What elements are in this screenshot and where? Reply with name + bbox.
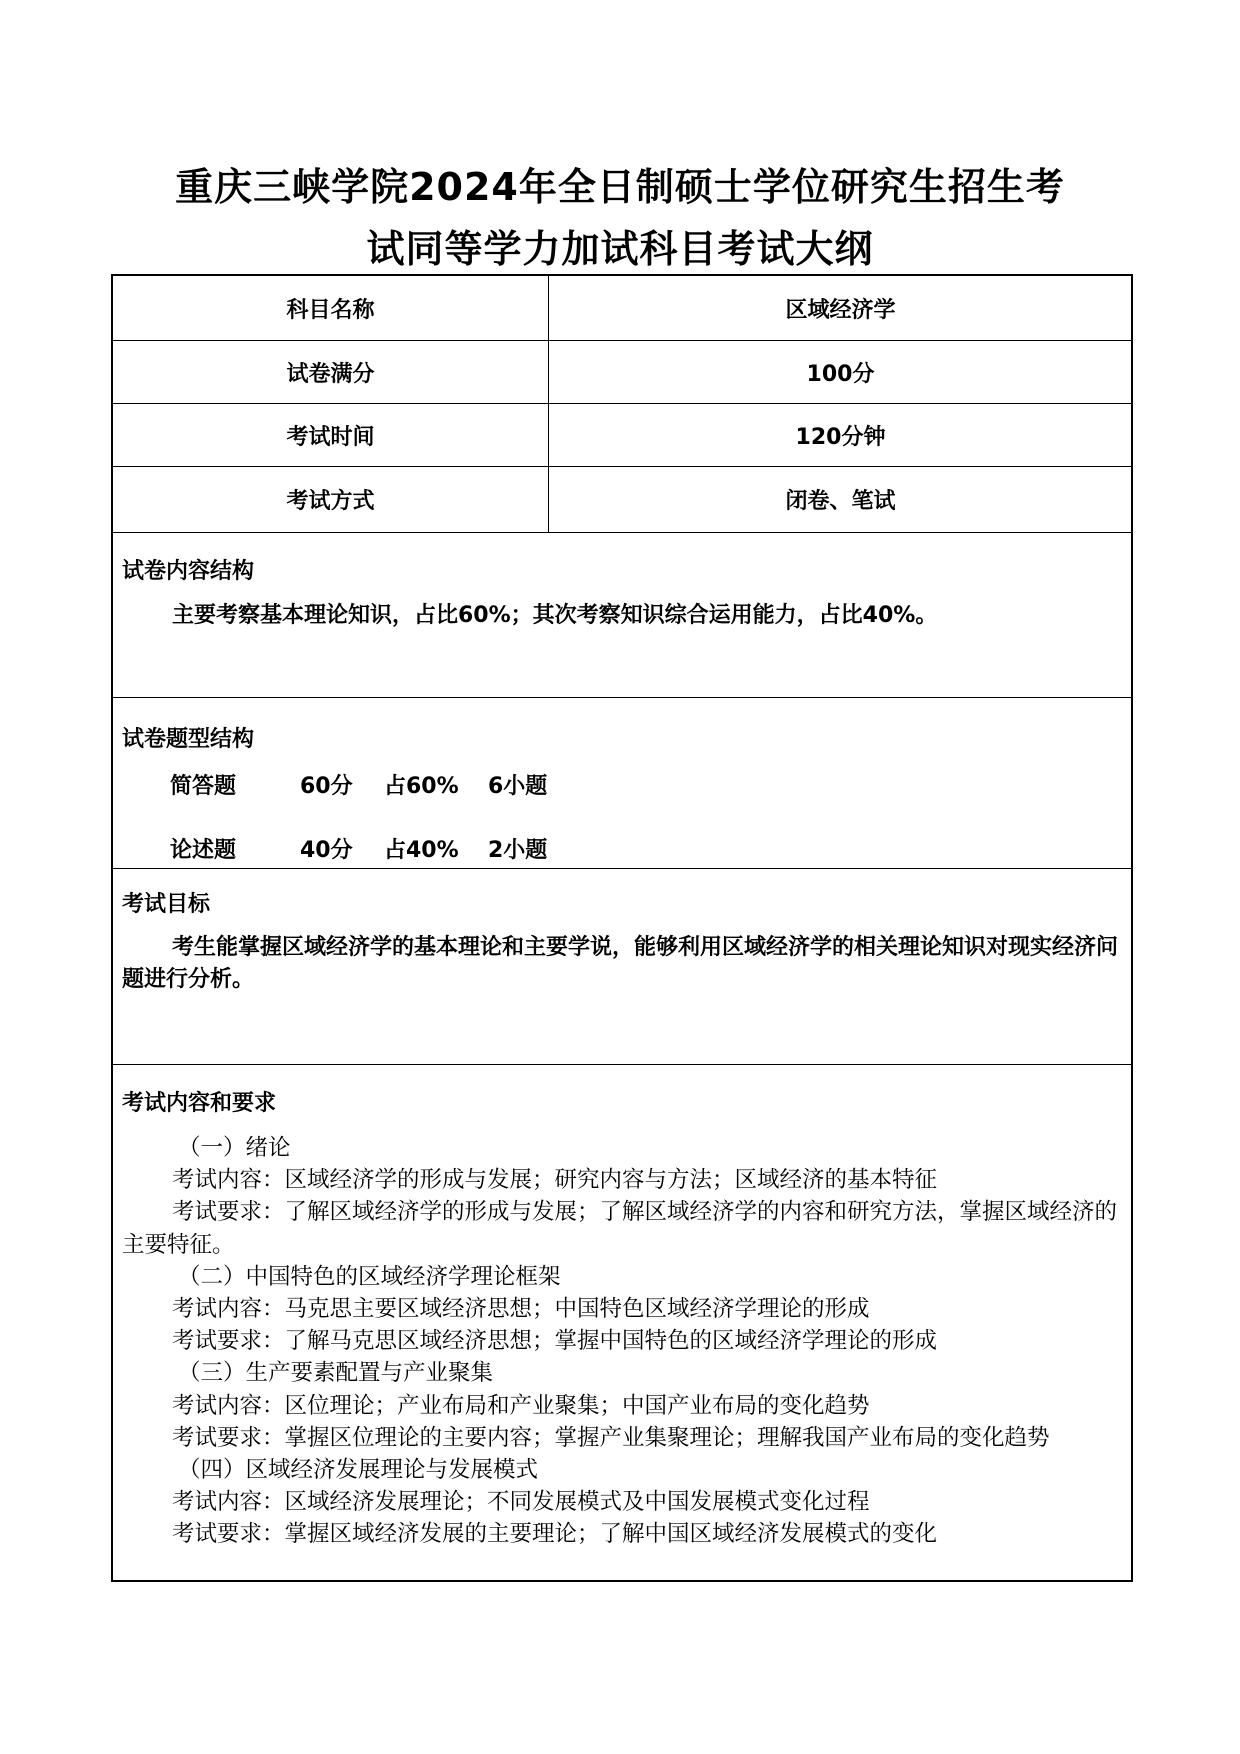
document-title-line-1: 重庆三峡学院2024年全日制硕士学位研究生招生考 [175,165,1065,209]
full-score-value: 100分 [806,361,875,387]
section-heading: （三）生产要素配置与产业聚集 [178,1360,494,1387]
table-divider [111,1064,1133,1065]
exam-method-value: 闭卷、笔试 [785,489,896,514]
section-requirement: 考试要求：掌握区域经济发展的主要理论；了解中国区域经济发展模式的变化 [172,1521,938,1548]
exam-time-label: 考试时间 [286,424,375,450]
section-content: 考试内容：区位理论；产业布局和产业聚集；中国产业布局的变化趋势 [172,1392,870,1419]
question-score: 60分 [300,774,353,799]
content-structure-title: 试卷内容结构 [122,559,255,584]
question-structure-title: 试卷题型结构 [122,727,255,752]
section-content: 考试内容：区域经济学的形成与发展；研究内容与方法；区域经济的基本特征 [172,1167,938,1194]
section-heading: （一）绪论 [178,1135,291,1161]
section-content: 考试内容：马克思主要区域经济思想；中国特色区域经济学理论的形成 [172,1296,870,1323]
question-count: 2小题 [488,838,548,863]
subject-name-label: 科目名称 [286,297,375,323]
exam-content-title: 考试内容和要求 [122,1091,277,1116]
section-heading: （二）中国特色的区域经济学理论框架 [178,1263,561,1290]
question-percent: 占40% [384,838,459,863]
document-title-line-2: 试同等学力加试科目考试大纲 [366,227,874,271]
exam-goal-title: 考试目标 [122,892,211,917]
table-divider [111,868,1133,869]
content-structure-text: 主要考察基本理论知识，占比60%；其次考察知识综合运用能力，占比40%。 [172,603,938,628]
table-divider [111,697,1133,698]
question-count: 6小题 [488,774,548,799]
subject-name-value: 区域经济学 [785,297,896,323]
question-type-row [170,833,547,864]
exam-time-value: 120分钟 [795,424,886,450]
section-requirement: 考试要求：掌握区位理论的主要内容；掌握产业集聚理论；理解我国产业布局的变化趋势 [172,1424,1050,1451]
exam-goal-text: 考生能掌握区域经济学的基本理论和主要学说，能够利用区域经济学的相关理论知识对现实经济问题进行分析。 [122,935,1119,992]
exam-method-label: 考试方式 [286,489,375,514]
question-type-row [170,769,547,800]
section-requirement: 考试要求：了解区域经济学的形成与发展；了解区域经济学的内容和研究方法，掌握区域经济的主要特征。 [122,1199,1118,1258]
question-score: 40分 [300,838,353,863]
full-score-label: 试卷满分 [286,361,375,387]
question-type: 简答题 [170,774,237,799]
section-requirement: 考试要求：了解马克思区域经济思想；掌握中国特色的区域经济学理论的形成 [172,1328,938,1355]
question-type: 论述题 [170,838,237,863]
exam-content-body [122,1132,1128,1551]
section-heading: （四）区域经济发展理论与发展模式 [178,1457,539,1484]
section-content: 考试内容：区域经济发展理论；不同发展模式及中国发展模式变化过程 [172,1489,870,1516]
table-divider [111,532,1133,533]
question-percent: 占60% [384,774,459,799]
